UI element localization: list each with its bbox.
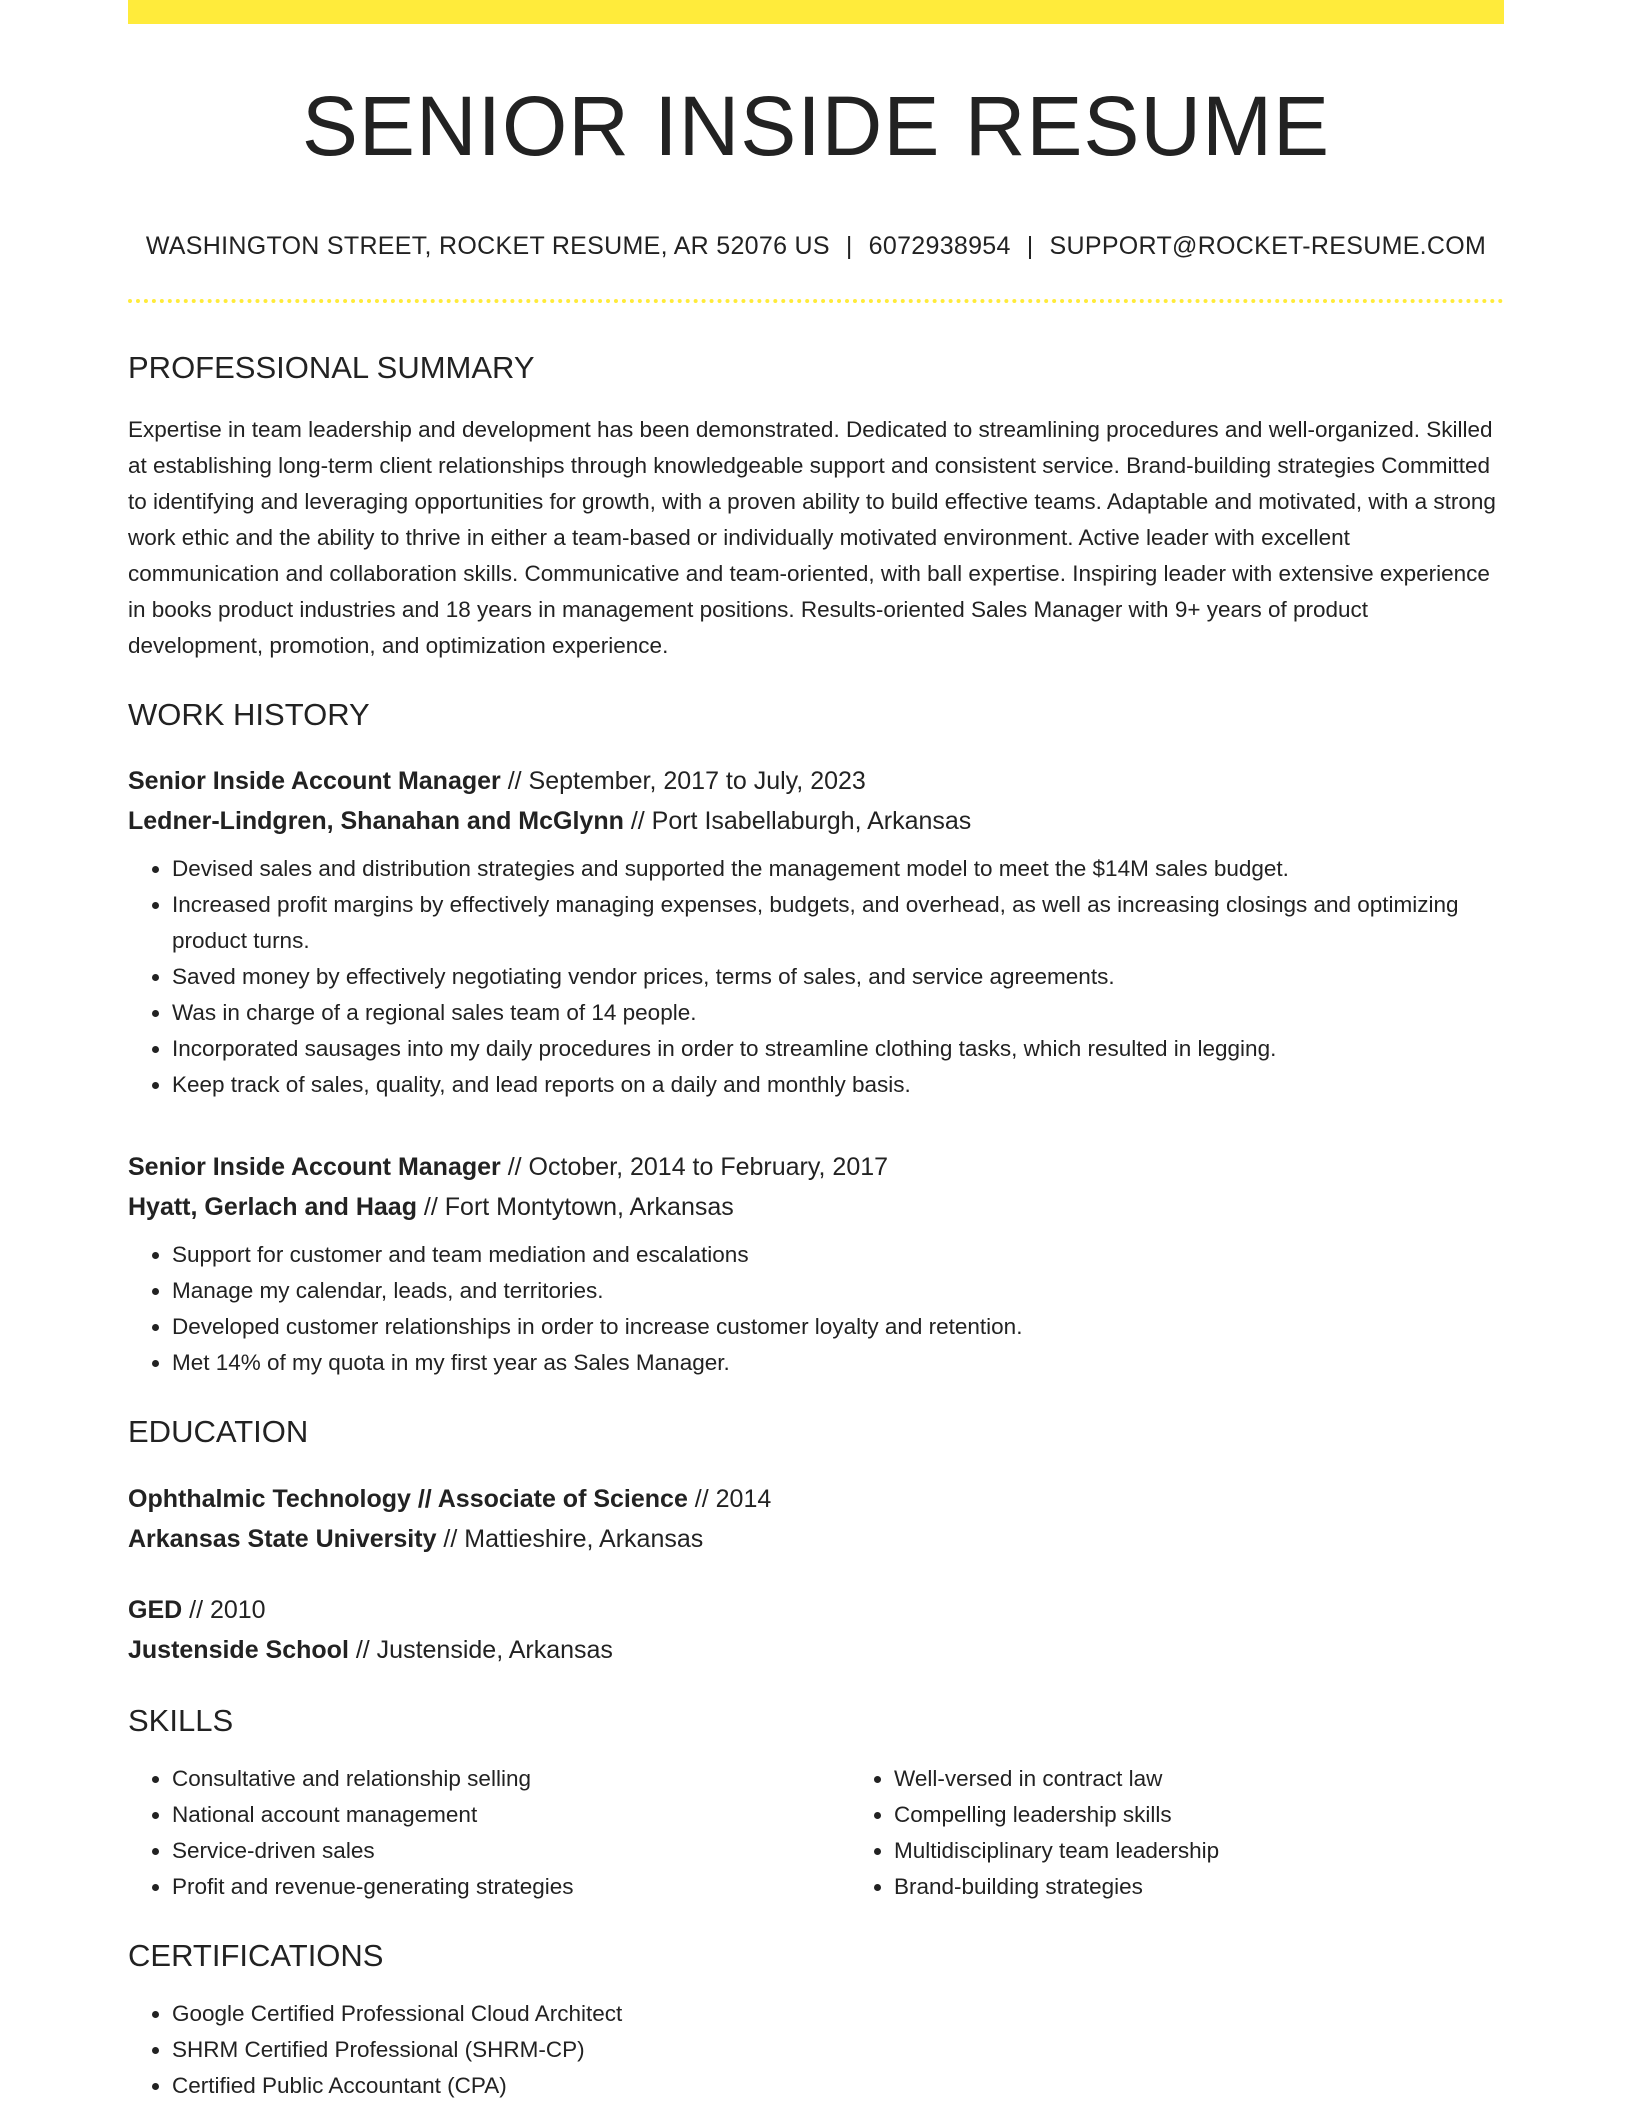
section-title-skills: SKILLS: [128, 1702, 234, 1738]
job-bullet: • Increased profit margins by effectively managing expenses, budgets, and overhead, as well as increasing closings and optimizing product turns.: [172, 887, 1504, 959]
skill-item: • Well-versed in contract law: [894, 1761, 1504, 1797]
job-bullets: [128, 851, 1504, 1103]
certification-item: • SHRM Certified Professional (SHRM-CP): [172, 2032, 1504, 2068]
job-role-line: [128, 1147, 1504, 1187]
job-bullet: • Saved money by effectively negotiating vendor prices, terms of sales, and service agreements.: [172, 959, 1504, 995]
certification-item: • Google Certified Professional Cloud Architect: [172, 1996, 1504, 2032]
job-bullet: • Incorporated sausages into my daily procedures in order to streamline clothing tasks, which resulted in legging.: [172, 1031, 1504, 1067]
job-bullet: • Manage my calendar, leads, and territories.: [172, 1273, 1504, 1309]
education-entry: [128, 1590, 1504, 1670]
job-dates: // October, 2014 to February, 2017: [500, 1153, 889, 1182]
section-title-summary: PROFESSIONAL SUMMARY: [128, 350, 535, 385]
section-title-certifications: CERTIFICATIONS: [128, 1937, 384, 1973]
skill-item: • Consultative and relationship selling: [172, 1761, 850, 1797]
skills-list-left: [128, 1761, 850, 1905]
education-school-line: [128, 1519, 1504, 1559]
contact-email: SUPPORT@ROCKET-RESUME.COM: [1049, 232, 1487, 260]
skill-item: • Brand-building strategies: [894, 1869, 1504, 1905]
top-accent-bar: [128, 0, 1504, 24]
certification-item: • Certified Public Accountant (CPA): [172, 2068, 1504, 2104]
job-company: Ledner-Lindgren, Shanahan and McGlynn: [128, 807, 624, 836]
education-degree: GED: [128, 1595, 183, 1624]
job-bullet: • Keep track of sales, quality, and lead reports on a daily and monthly basis.: [172, 1067, 1504, 1103]
education-location: // Justenside, Arkansas: [348, 1635, 613, 1664]
job-role: Senior Inside Account Manager: [128, 767, 501, 796]
job-bullet: • Developed customer relationships in order to increase customer loyalty and retention.: [172, 1309, 1504, 1345]
job-location: // Port Isabellaburgh, Arkansas: [623, 807, 972, 836]
job-bullet: • Devised sales and distribution strategies and supported the management model to meet the $14M sales budget.: [172, 851, 1504, 887]
skill-item: • Compelling leadership skills: [894, 1797, 1504, 1833]
job-location: // Fort Montytown, Arkansas: [416, 1193, 734, 1222]
skill-item: • Multidisciplinary team leadership: [894, 1833, 1504, 1869]
job-role: Senior Inside Account Manager: [128, 1153, 501, 1182]
skills-columns: [128, 1761, 1504, 1905]
skill-item: • Service-driven sales: [172, 1833, 850, 1869]
job-dates: // September, 2017 to July, 2023: [500, 767, 866, 796]
dotted-divider: [128, 299, 1504, 303]
certifications-list: [128, 1996, 1504, 2104]
skills-list-right: [850, 1761, 1504, 1905]
education-location: // Mattieshire, Arkansas: [436, 1524, 704, 1553]
job-company-line: [128, 801, 1504, 841]
contact-separator: |: [1026, 232, 1034, 260]
resume-page: [128, 0, 1504, 2104]
education-year: // 2014: [687, 1484, 772, 1513]
job-entry: [128, 761, 1504, 1103]
education-degree: Ophthalmic Technology // Associate of Science: [128, 1484, 688, 1513]
job-bullet: • Was in charge of a regional sales team of 14 people.: [172, 995, 1504, 1031]
contact-phone: 6072938954: [868, 232, 1011, 260]
resume-title: SENIOR INSIDE RESUME: [301, 79, 1331, 173]
job-bullet: • Met 14% of my quota in my first year as Sales Manager.: [172, 1345, 1504, 1381]
section-title-education: EDUCATION: [128, 1414, 309, 1450]
contact-separator: |: [845, 232, 853, 260]
education-degree-line: [128, 1590, 1504, 1630]
job-bullet: • Support for customer and team mediation and escalations: [172, 1237, 1504, 1273]
skill-item: • Profit and revenue-generating strategies: [172, 1869, 850, 1905]
skill-item: • National account management: [172, 1797, 850, 1833]
education-school: Justenside School: [128, 1635, 349, 1664]
education-entry: [128, 1479, 1504, 1559]
education-degree-line: [128, 1479, 1504, 1519]
certifications-section: [128, 1937, 1504, 2104]
job-entry: [128, 1147, 1504, 1381]
contact-line: [128, 234, 1504, 259]
summary-text: Expertise in team leadership and development has been demonstrated. Dedicated to streamlining procedures and well-organized. Skilled at establishing long-term client relationships through knowledgeable support and consistent service. Brand-building strategies Committed to identifying and leveraging opportunities for growth, with a proven ability to build effective teams. Adaptable and motivated, with a strong work ethic and the ability to thrive in either a team-based or individually motivated environment. Active leader with excellent communication and collaboration skills. Communicative and team-oriented, with ball expertise. Inspiring leader with extensive experience in books product industries and 18 years in management positions. Results-oriented Sales Manager with 9+ years of product development, promotion, and optimization experience.: [128, 417, 1496, 659]
education-school-line: [128, 1630, 1504, 1670]
education-school: Arkansas State University: [128, 1524, 437, 1553]
section-title-work: WORK HISTORY: [128, 697, 370, 733]
job-role-line: [128, 761, 1504, 801]
job-bullets: [128, 1237, 1504, 1381]
job-company: Hyatt, Gerlach and Haag: [128, 1193, 417, 1222]
education-year: // 2010: [182, 1595, 266, 1624]
job-company-line: [128, 1187, 1504, 1227]
contact-address: WASHINGTON STREET, ROCKET RESUME, AR 52076 US: [145, 232, 830, 260]
